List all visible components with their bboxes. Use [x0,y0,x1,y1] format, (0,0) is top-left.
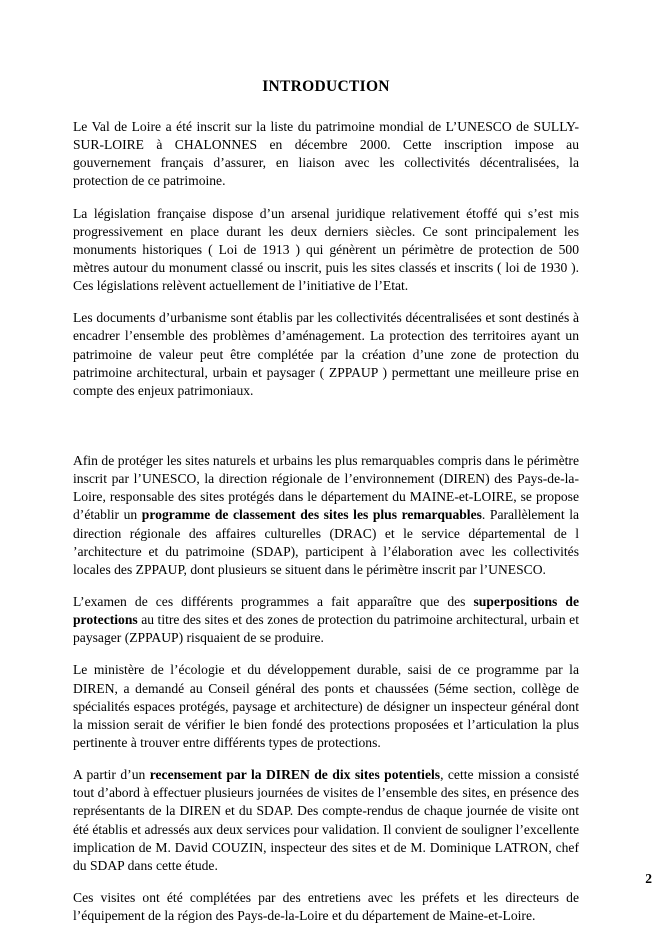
paragraph [73,452,579,579]
body-text: A partir d’un [73,767,150,783]
paragraph-spacer [73,400,579,452]
emphasis-text: programme de classement des sites les plus remarquables [141,507,482,523]
emphasis-text: recensement par la DIREN de dix sites potentiels [149,767,441,783]
paragraph-spacer [73,191,579,205]
emphasis-text: superpositions de protections [73,593,579,628]
paragraph-spacer [73,295,579,309]
paragraph [73,118,579,191]
paragraph [73,766,579,875]
body-text: Le Val de Loire a été inscrit sur la liste du patrimoine mondial de L’UNESCO de SULLY-SUR-LOIRE à CHALONNES en décembre 2000. Cette inscription impose au gouvernement français d’assurer, en liaison avec les collectivités décentralisées, la protection de ce patrimoine. [73,119,579,189]
body-text: . Parallèlement la direction régionale des affaires culturelles (DRAC) et le service départemental de l ’architecture et du patrimoine (SDAP), participent à l’élaboration avec les collectivités locales des ZPPAUP, dont plusieurs se situent dans le périmètre inscrit par l’UNESCO. [73,507,580,577]
paragraph-spacer [73,752,579,766]
body-text: Les documents d’urbanisme sont établis par les collectivités décentralisées et sont destinés à encadrer l’ensemble des problèmes d’aménagement. La protection des territoires ayant un patrimoine de valeur peut être complétée par la création d’une zone de protection du patrimoine architectural, urbain et paysager ( ZPPAUP ) permettant une meilleure prise en compte des enjeux patrimoniaux. [73,310,579,398]
body-text: , cette mission a consisté tout d’abord à effectuer plusieurs journées de visites de l’ensemble des sites, en présence des représentants de la DIREN et du SDAP. Des compte-rendus de chaque journée de visite ont été établis et adressés aux deux services pour validation. Il convient de souligner l’excellente implication de M. David COUZIN, inspecteur des sites et de M. Dominique LATRON, chef du SDAP dans cette étude. [73,767,579,873]
page-number: 2 [645,871,652,886]
body-text: au titre des sites et des zones de protection du patrimoine architectural, urbain et paysager (ZPPAUP) risquaient de se produire. [73,612,579,646]
title-spacer [73,96,579,118]
paragraph [73,661,579,752]
body-text: Le ministère de l’écologie et du développement durable, saisi de ce programme par la DIREN, a demandé au Conseil général des ponts et chaussées (5éme section, collège de spécialités espaces protégés, paysage et architecture) de désigner un inspecteur général dont la mission serait de vérifier le bien fondé des protections proposées et l’articulation la plus pertinente à trouver entre différents types de protections. [73,662,579,750]
page-content-area [73,0,579,935]
body-text: La législation française dispose d’un arsenal juridique relativement étoffé qui s’est mis progressivement en place durant les deux derniers siècles. Ce sont principalement les monuments historiques ( Loi de 1913 ) qui génèrent un périmètre de protection de 500 mètres autour du monument classé ou inscrit, puis les sites classés et inscrits ( loi de 1930 ). Ces législations relèvent actuellement de l’initiative de l’Etat. [73,205,579,294]
paragraph-spacer [73,579,579,593]
paragraph-spacer [73,647,579,661]
paragraph [73,309,579,400]
document-body [73,118,579,925]
paragraph [73,205,579,296]
page-title: INTRODUCTION [262,78,390,95]
body-text: Ces visites ont été complétées par des entretiens avec les préfets et les directeurs de l’équipement de la région des Pays-de-la-Loire et du département de Maine-et-Loire. [73,889,579,924]
paragraph [73,593,579,647]
body-text: Afin de protéger les sites naturels et urbains les plus remarquables compris dans le périmètre inscrit par l’UNESCO, la direction régionale de l’environnement (DIREN) des Pays-de-la-Loire, responsable des sites protégés dans le département du MAINE-et-LOIRE, se propose d’établir un [73,452,579,523]
paragraph [73,889,579,925]
body-text: L’examen de ces différents programmes a fait apparaître que des [73,593,474,609]
